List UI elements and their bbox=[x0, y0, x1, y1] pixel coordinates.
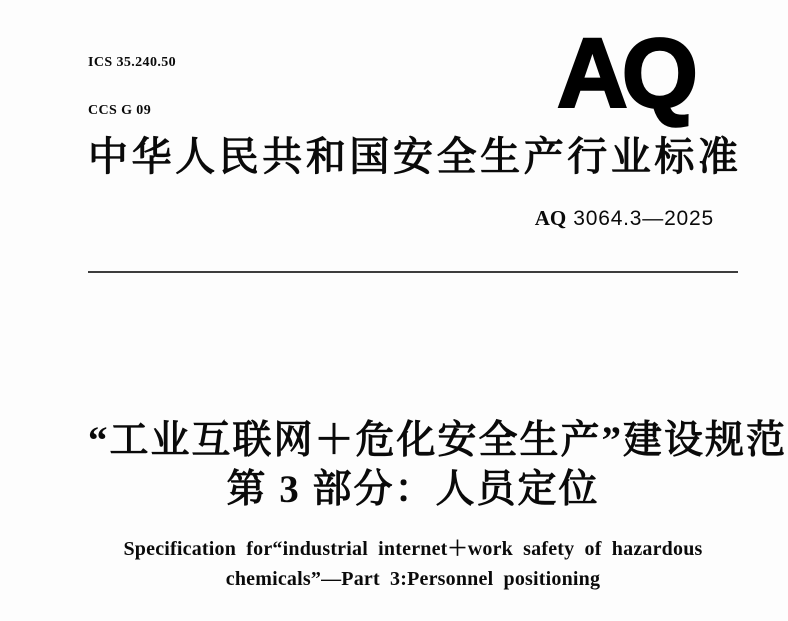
standard-code-number: 3064.3—2025 bbox=[573, 207, 714, 230]
document-title-cn bbox=[88, 416, 788, 514]
classification-codes bbox=[88, 23, 176, 151]
ccs-code: CCS G 09 bbox=[88, 103, 152, 118]
document-title-cn-line1: “工业互联网＋危化安全生产”建设规范 bbox=[88, 419, 788, 462]
document-title-en-line1: Specification for“industrial internet＋work safety of hazardous bbox=[123, 538, 703, 560]
standard-org-title: 中华人民共和国安全生产行业标准 bbox=[88, 134, 738, 179]
standard-code bbox=[535, 206, 714, 231]
document-title-cn-line2: 第 3 部分：人员定位 bbox=[226, 468, 600, 511]
document-title-en-line2: chemicals”—Part 3:Personnel positioning bbox=[225, 568, 601, 590]
aq-logo: AQ bbox=[557, 18, 692, 128]
document-title-en bbox=[88, 534, 738, 594]
standard-code-prefix: AQ bbox=[534, 206, 567, 230]
ics-code: ICS 35.240.50 bbox=[88, 55, 177, 70]
divider-rule bbox=[88, 271, 738, 273]
